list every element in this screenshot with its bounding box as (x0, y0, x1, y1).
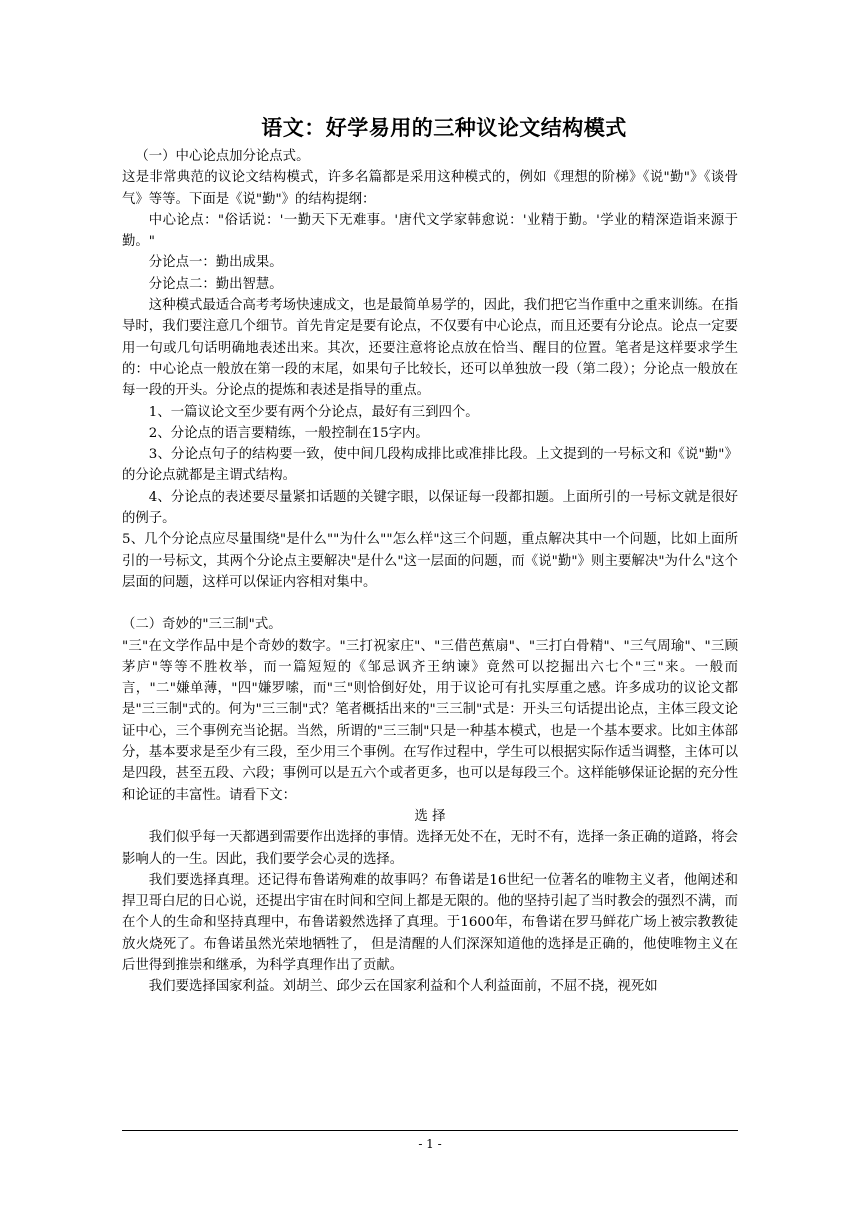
document-page (122, 110, 738, 998)
paragraph: 这是非常典范的议论文结构模式，许多名篇都是采用这种模式的，例如《理想的阶梯》《说"勤"》《谈骨气》等等。下面是《说"勤"》的结构提纲： (122, 170, 738, 207)
footer-divider (122, 1130, 738, 1131)
essay-title: 选 择 (414, 808, 446, 824)
list-item: 1、一篇议论文至少要有两个分论点，最好有三到四个。 (148, 404, 479, 420)
list-item: 3、分论点句子的结构要一致，使中间几段构成排比或准排比段。上文提到的一号标文和《说"勤"》的分论点就都是主谓式结构。 (122, 447, 738, 484)
section-heading-2: （二）奇妙的"三三制"式。 (122, 617, 282, 633)
document-title: 语文：好学易用的三种议论文结构模式 (261, 116, 627, 140)
paragraph: 我们要选择真理。还记得布鲁诺殉难的故事吗？布鲁诺是16世纪一位著名的唯物主义者，他阐述和捍卫哥白尼的日心说，还提出宇宙在时间和空间上都是无限的。他的坚持引起了当时教会的强烈不满，而在个人的生命和坚持真理中，布鲁诺毅然选择了真理。于1600年，布鲁诺在罗马鲜花广场上被宗教教徒放火烧死了。布鲁诺虽然光荣地牺牲了， 但是清醒的人们深深知道他的选择是正确的，他使唯物主义在后世得到推崇和继承，为科学真理作出了贡献。 (122, 872, 738, 973)
list-item: 4、分论点的表述要尽量紧扣话题的关键字眼，以保证每一段都扣题。上面所引的一号标文就是很好的例子。 (122, 489, 738, 527)
section-heading-1: （一）中心论点加分论点式。 (135, 149, 310, 164)
page-number: - 1 - (418, 1137, 442, 1151)
paragraph: 分论点二：勤出智慧。 (148, 276, 283, 292)
paragraph: 中心论点："俗话说：'一勤天下无难事。'唐代文学家韩愈说：'业精于勤。'学业的精深造诣来源于勤。" (122, 212, 738, 250)
blank-line (122, 593, 738, 614)
paragraph: 我们要选择国家利益。刘胡兰、邱少云在国家利益和个人利益面前，不屈不挠，视死如 (148, 979, 658, 995)
paragraph: 我们似乎每一天都遇到需要作出选择的事情。选择无处不在，无时不有，选择一条正确的道路，将会影响人的一生。因此，我们要学会心灵的选择。 (122, 830, 738, 867)
paragraph: 这种模式最适合高考考场快速成文，也是最简单易学的，因此，我们把它当作重中之重来训练。在指导时，我们要注意几个细节。首先肯定是要有论点，不仅要有中心论点，而且还要有分论点。论点一定要用一句或几句话明确地表述出来。其次，还要注意将论点放在恰当、醒目的位置。笔者是这样要求学生的：中心论点一般放在第一段的末尾，如果句子比较长，还可以单独放一段（第二段）；分论点一般放在每一段的开头。分论点的提炼和表述是指导的重点。 (122, 298, 738, 399)
paragraph: 分论点一：勤出成果。 (148, 255, 283, 271)
paragraph: "三"在文学作品中是个奇妙的数字。"三打祝家庄"、"三借芭蕉扇"、"三打白骨精"、"三气周瑜"、"三顾茅庐"等等不胜枚举，而一篇短短的《邹忌讽齐王纳谏》竟然可以挖掘出六七个"三"来。一般而言，"二"嫌单薄，"四"嫌罗嗦，而"三"则恰倒好处，用于议论可有扎实厚重之感。许多成功的议论文都是"三三制"式的。何为"三三制"式？笔者概括出来的"三三制"式是：开头三句话提出论点，主体三段文论证中心，三个事例充当论据。当然，所谓的"三三制"只是一种基本模式，也是一个基本要求。比如主体部分，基本要求是至少有三段，至少用三个事例。在写作过程中，学生可以根据实际作适当调整，主体可以是四段，甚至五段、六段；事例可以是五六个或者更多，也可以是每段三个。这样能够保证论据的充分性和论证的丰富性。请看下文： (122, 638, 738, 803)
list-item: 5、几个分论点应尽量围绕"是什么""为什么""怎么样"这三个问题，重点解决其中一个问题，比如上面所引的一号标文，其两个分论点主要解决"是什么"这一层面的问题，而《说"勤"》则主要解决"为什么"这个层面的问题，这样可以保证内容相对集中。 (122, 532, 738, 590)
list-item: 2、分论点的语言要精练，一般控制在15字内。 (148, 425, 429, 441)
